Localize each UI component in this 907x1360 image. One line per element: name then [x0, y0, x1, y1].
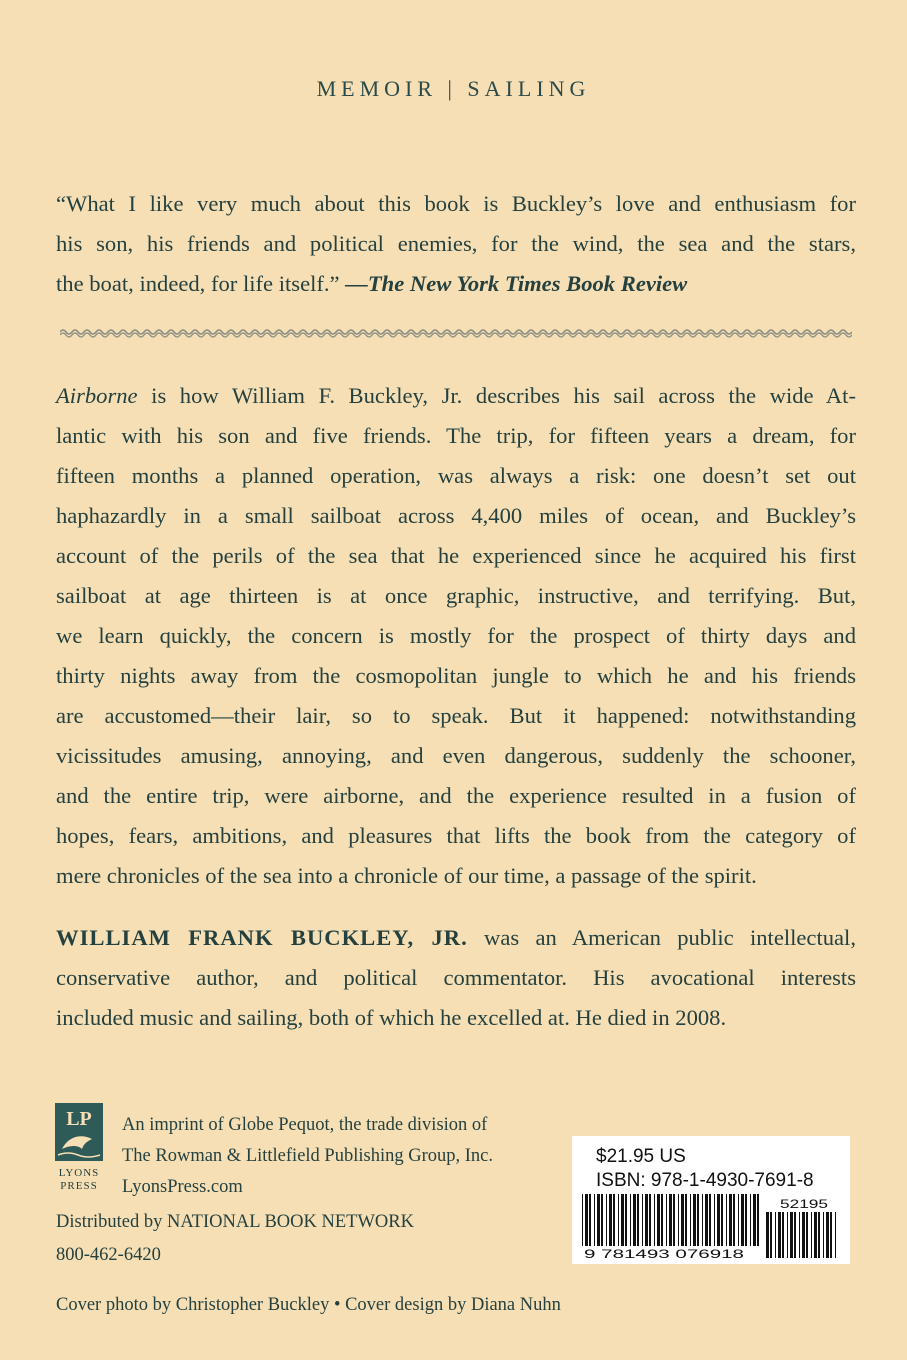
- description-line: thirty nights away from the cosmopolitan jungle to which he and his friends: [56, 663, 856, 688]
- description-line: sailboat at age thirteen is at once graphic, instructive, and terrifying. But,: [56, 583, 856, 608]
- imprint-line: The Rowman & Littlefield Publishing Group, Inc.: [122, 1146, 493, 1166]
- description-line: are accustomed—their lair, so to speak. But it happened: notwithstanding: [56, 703, 856, 728]
- imprint-line: An imprint of Globe Pequot, the trade division of: [122, 1115, 488, 1135]
- barcode-bar: [802, 1212, 805, 1258]
- barcode-bar: [750, 1194, 751, 1246]
- author-name: WILLIAM FRANK BUCKLEY, JR.: [56, 925, 468, 950]
- barcode-bar: [717, 1194, 720, 1246]
- isbn-label: ISBN: 978-1-4930-7691-8: [596, 1170, 814, 1191]
- barcode-bar: [609, 1194, 612, 1246]
- cover-credits: Cover photo by Christopher Buckley • Cover design by Diana Nuhn: [56, 1295, 561, 1315]
- phone-number: 800-462-6420: [56, 1245, 161, 1265]
- barcode-bar: [818, 1212, 820, 1258]
- barcode-bar: [753, 1194, 756, 1246]
- barcode-bar: [613, 1194, 615, 1246]
- logo-letters: LP: [66, 1108, 92, 1130]
- barcode-panel: [572, 1136, 850, 1264]
- description-line: fifteen months a planned operation, was always a risk: one doesn’t set out: [56, 463, 856, 488]
- review-quote: [56, 184, 856, 304]
- barcode-bar: [618, 1194, 619, 1246]
- barcode-bar: [666, 1194, 667, 1246]
- barcode-bar: [811, 1212, 812, 1258]
- barcode-bar: [702, 1194, 703, 1246]
- publisher-website: LyonsPress.com: [122, 1177, 243, 1197]
- barcode-bar: [685, 1194, 687, 1246]
- barcode-bar: [678, 1194, 679, 1246]
- barcode-bar: [799, 1212, 800, 1258]
- distribution-info: [56, 1206, 536, 1272]
- barcode-bar: [830, 1212, 832, 1258]
- bio-line: conservative author, and political commentator. His avocational interests: [56, 965, 856, 990]
- addon-barcode-bars: [766, 1212, 836, 1258]
- quote-source: —The New York Times Book Review: [345, 271, 688, 296]
- barcode-bar: [693, 1194, 696, 1246]
- description-text: is how William F. Buckley, Jr. describes his sail across the wide At-: [137, 383, 856, 408]
- barcode-bar: [745, 1194, 747, 1246]
- description-line: and the entire trip, were airborne, and the experience resulted in a fusion of: [56, 783, 856, 808]
- barcode-bar: [625, 1194, 627, 1246]
- barcode-bar: [721, 1194, 723, 1246]
- barcode-bar: [669, 1194, 672, 1246]
- barcode-bar: [697, 1194, 699, 1246]
- barcode-bar: [778, 1212, 781, 1258]
- wave-divider: [60, 324, 852, 340]
- barcode-bar: [642, 1194, 643, 1246]
- barcode-bar: [709, 1194, 711, 1246]
- barcode-bar: [775, 1212, 776, 1258]
- barcode-bar: [835, 1212, 836, 1258]
- bio-line: [56, 918, 856, 958]
- barcode-bar: [637, 1194, 639, 1246]
- bio-text: was an American public intellectual,: [467, 925, 856, 950]
- barcode-bar: [681, 1194, 684, 1246]
- barcode-bar: [794, 1212, 796, 1258]
- barcode-bar: [597, 1194, 600, 1246]
- barcode-bar: [690, 1194, 691, 1246]
- barcode-bar: [714, 1194, 715, 1246]
- book-title: Airborne: [56, 383, 138, 408]
- barcode-bar: [645, 1194, 648, 1246]
- barcode-bar: [673, 1194, 675, 1246]
- barcode-bar: [757, 1194, 759, 1246]
- barcode-bar: [726, 1194, 727, 1246]
- lyons-press-logo: [54, 1103, 110, 1193]
- category-label: MEMOIR | SAILING: [316, 76, 591, 101]
- book-description: [56, 376, 856, 896]
- author-bio: [56, 918, 856, 1038]
- barcode-bar: [782, 1212, 784, 1258]
- barcode-bar: [766, 1212, 769, 1258]
- logo-line2: PRESS: [60, 1180, 98, 1192]
- distributor-line: Distributed by NATIONAL BOOK NETWORK: [56, 1212, 414, 1232]
- addon-barcode-digits: 52195: [780, 1197, 829, 1211]
- description-line: we learn quickly, the concern is mostly for the prospect of thirty days and: [56, 623, 856, 648]
- barcode-bar: [585, 1194, 588, 1246]
- barcode-bar: [606, 1194, 607, 1246]
- description-line: vicissitudes amusing, annoying, and even dangerous, suddenly the schooner,: [56, 743, 856, 768]
- barcode-bar: [661, 1194, 663, 1246]
- barcode-bar: [633, 1194, 636, 1246]
- barcode-bar: [649, 1194, 651, 1246]
- bio-line: included music and sailing, both of which he excelled at. He died in 2008.: [56, 1005, 727, 1030]
- barcode-bar: [729, 1194, 732, 1246]
- imprint-info: [122, 1110, 562, 1203]
- barcode-bar: [741, 1194, 744, 1246]
- quote-line: the boat, indeed, for life itself.”: [56, 271, 340, 296]
- barcode-bar: [705, 1194, 708, 1246]
- logo-line1: LYONS: [58, 1167, 100, 1179]
- quote-last-line: [56, 264, 856, 304]
- barcode-bar: [594, 1194, 595, 1246]
- barcode-bar: [630, 1194, 631, 1246]
- description-line: mere chronicles of the sea into a chronicle of our time, a passage of the spirit.: [56, 863, 757, 888]
- main-barcode-digits: 9 781493 076918: [584, 1247, 745, 1260]
- barcode-bar: [787, 1212, 788, 1258]
- barcode-bar: [790, 1212, 793, 1258]
- price-label: $21.95 US: [596, 1146, 686, 1167]
- barcode-bar: [654, 1194, 655, 1246]
- description-line: haphazardly in a small sailboat across 4,400 miles of ocean, and Buckley’s: [56, 503, 856, 528]
- barcode-bar: [621, 1194, 624, 1246]
- barcode-bar: [589, 1194, 591, 1246]
- description-line: account of the perils of the sea that he experienced since he acquired his first: [56, 543, 856, 568]
- barcode-bar: [814, 1212, 817, 1258]
- quote-line: his son, his friends and political enemies, for the wind, the sea and the stars,: [56, 231, 856, 256]
- barcode-bar: [582, 1194, 583, 1246]
- description-line: hopes, fears, ambitions, and pleasures that lifts the book from the category of: [56, 823, 856, 848]
- barcode-bar: [826, 1212, 829, 1258]
- main-barcode-bars: [582, 1194, 759, 1246]
- barcode-bar: [770, 1212, 772, 1258]
- isbn-barcode: [580, 1194, 842, 1260]
- description-line: lantic with his son and five friends. The trip, for fifteen years a dream, for: [56, 423, 856, 448]
- barcode-bar: [738, 1194, 739, 1246]
- quote-line: “What I like very much about this book is Buckley’s love and enthusiasm for: [56, 191, 856, 216]
- barcode-bar: [733, 1194, 735, 1246]
- barcode-bar: [806, 1212, 808, 1258]
- description-line: [56, 376, 856, 416]
- barcode-bar: [657, 1194, 660, 1246]
- barcode-bar: [601, 1194, 603, 1246]
- barcode-bar: [823, 1212, 824, 1258]
